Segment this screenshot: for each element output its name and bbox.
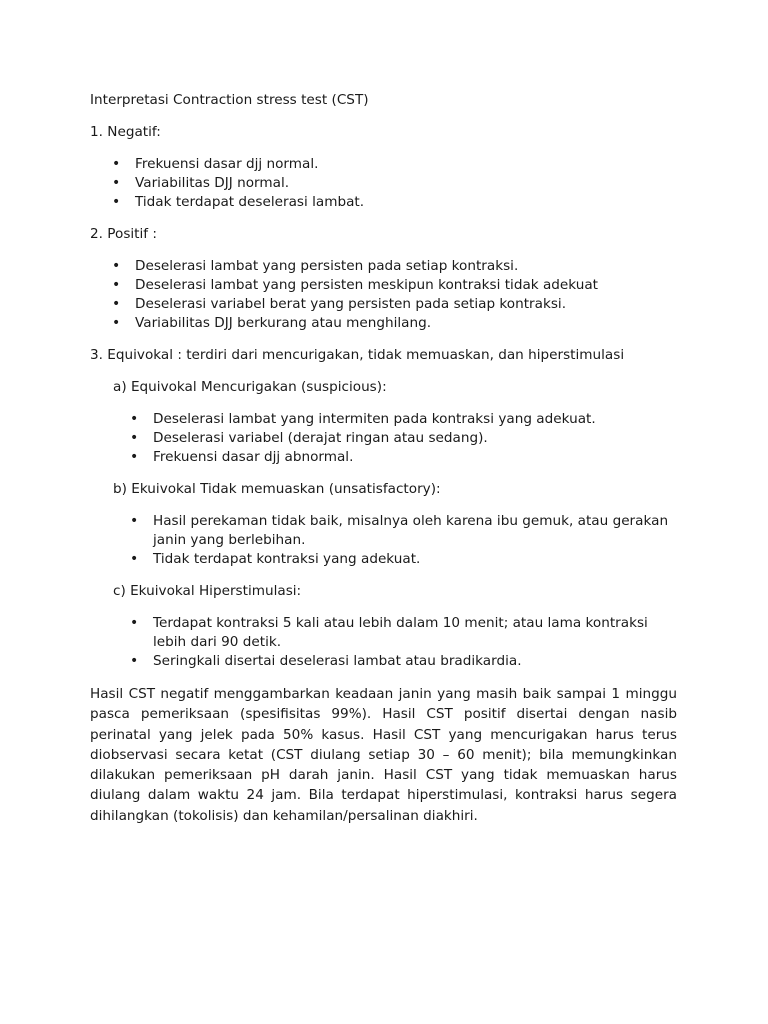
list-item: • Hasil perekaman tidak baik, misalnya oleh karena ibu gemuk, atau gerakan janin yang berlebihan. [113,512,677,550]
list-item: • Tidak terdapat kontraksi yang adekuat. [113,550,677,569]
section-heading-equivokal: 3. Equivokal : terdiri dari mencurigakan, tidak memuaskan, dan hiperstimulasi [90,347,625,363]
conclusion-paragraph: Hasil CST negatif menggambarkan keadaan janin yang masih baik sampai 1 minggu pasca pemeriksaan (spesifisitas 99%). Hasil CST positif disertai dengan nasib perinatal yang jelek pada 50% kasus. Hasil CST yang mencurigakan harus terus diobservasi secara ketat (CST diulang setiap 30 – 60 menit); bila memungkinkan dilakukan pemeriksaan pH darah janin. Hasil CST yang tidak memuaskan harus diulang dalam waktu 24 jam. Bila terdapat hiperstimulasi, kontraksi harus segera dihilangkan (tokolisis) dan kehamilan/persalinan diakhiri. [90,686,677,824]
list-item: • Tidak terdapat deselerasi lambat. [90,193,677,212]
list-item: • Deselerasi lambat yang persisten meskipun kontraksi tidak adekuat [90,276,677,295]
list-item: • Variabilitas DJJ berkurang atau menghilang. [90,314,677,333]
section-heading-positif: 2. Positif : [90,226,157,242]
list-item: • Deselerasi variabel berat yang persisten pada setiap kontraksi. [90,295,677,314]
list-item: • Variabilitas DJJ normal. [90,174,677,193]
tidak-memuaskan-list [113,512,677,569]
subsection-heading: a) Equivokal Mencurigakan (suspicious): [113,379,387,395]
hiperstimulasi-list [113,614,677,671]
list-item: • Deselerasi variabel (derajat ringan atau sedang). [113,429,677,448]
subsection-mencurigakan [90,378,677,467]
document-page [90,91,677,826]
subsection-tidak-memuaskan [90,480,677,569]
section-heading-negatif: 1. Negatif: [90,124,161,140]
subsection-hiperstimulasi [90,582,677,671]
list-item: • Seringkali disertai deselerasi lambat atau bradikardia. [113,652,677,671]
mencurigakan-list [113,410,677,467]
subsection-heading: c) Ekuivokal Hiperstimulasi: [113,583,302,599]
positif-list [90,257,677,333]
list-item: • Deselerasi lambat yang persisten pada setiap kontraksi. [90,257,677,276]
document-title: Interpretasi Contraction stress test (CST) [90,92,369,108]
list-item: • Terdapat kontraksi 5 kali atau lebih dalam 10 menit; atau lama kontraksi lebih dari 90 detik. [113,614,677,652]
subsection-heading: b) Ekuivokal Tidak memuaskan (unsatisfactory): [113,481,441,497]
list-item: • Frekuensi dasar djj normal. [90,155,677,174]
list-item: • Deselerasi lambat yang intermiten pada kontraksi yang adekuat. [113,410,677,429]
negatif-list [90,155,677,212]
list-item: • Frekuensi dasar djj abnormal. [113,448,677,467]
